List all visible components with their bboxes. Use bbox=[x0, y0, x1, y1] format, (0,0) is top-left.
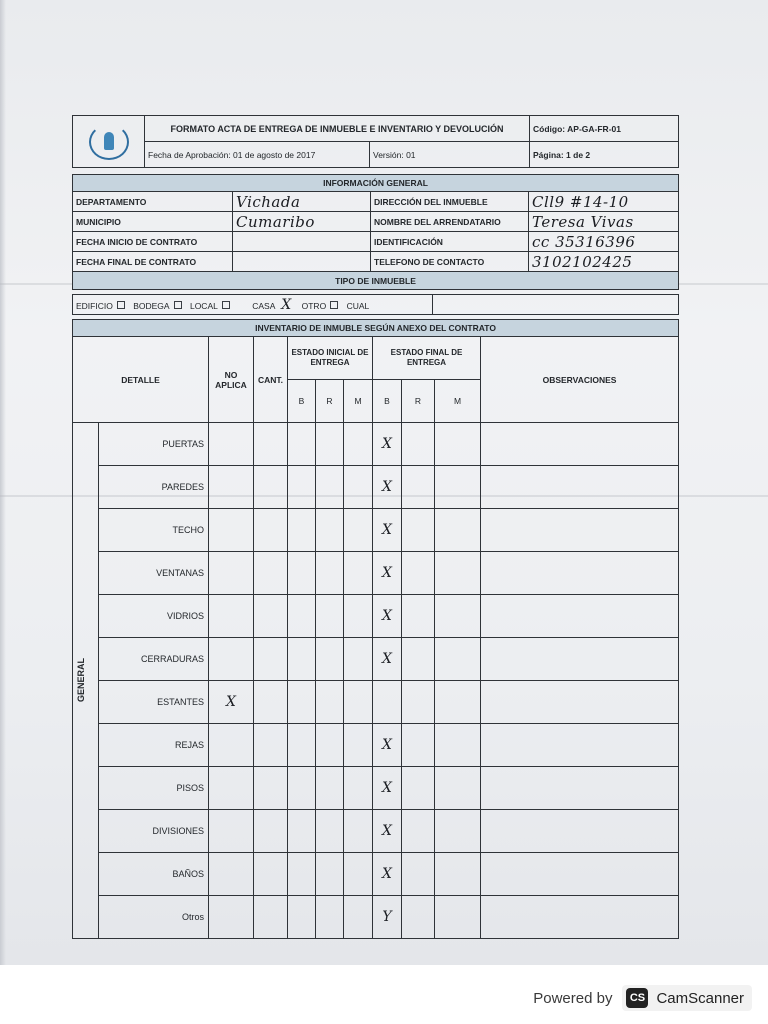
item-label: REJAS bbox=[99, 724, 209, 767]
property-type-options bbox=[73, 295, 433, 315]
observaciones-cell[interactable] bbox=[481, 638, 679, 681]
inventory-title: INVENTARIO DE INMUBLE SEGÚN ANEXO DEL CONTRATO bbox=[73, 320, 679, 337]
inicial-m-cell[interactable] bbox=[344, 595, 373, 638]
inicial-r-cell[interactable] bbox=[316, 724, 344, 767]
edificio-checkbox[interactable] bbox=[117, 301, 125, 309]
inicial-r-cell[interactable] bbox=[316, 466, 344, 509]
final-m-cell[interactable] bbox=[435, 810, 481, 853]
inicial-r-cell[interactable] bbox=[316, 595, 344, 638]
col-estado-inicial: ESTADO INICIAL DE ENTREGA bbox=[288, 337, 373, 380]
inicial-m-cell[interactable] bbox=[344, 552, 373, 595]
item-label: VENTANAS bbox=[99, 552, 209, 595]
final-m-cell[interactable] bbox=[435, 552, 481, 595]
no-aplica-cell[interactable] bbox=[209, 853, 254, 896]
local-checkbox[interactable] bbox=[222, 301, 230, 309]
municipality-value: Cumaribo bbox=[233, 212, 371, 232]
table-row bbox=[73, 595, 679, 638]
observaciones-cell[interactable] bbox=[481, 810, 679, 853]
option-cual-label: CUAL bbox=[346, 300, 370, 311]
final-r-cell[interactable] bbox=[402, 896, 435, 939]
col-no-aplica: NO APLICA bbox=[209, 337, 254, 423]
camscanner-badge[interactable] bbox=[622, 985, 752, 1011]
form-version: Versión: 01 bbox=[370, 142, 530, 168]
item-label: TECHO bbox=[99, 509, 209, 552]
final-b-cell[interactable]: X bbox=[373, 552, 402, 595]
cant-cell[interactable] bbox=[254, 810, 288, 853]
inicial-r-cell[interactable] bbox=[316, 810, 344, 853]
item-label: PUERTAS bbox=[99, 423, 209, 466]
inicial-b-cell[interactable] bbox=[288, 896, 316, 939]
property-type-table bbox=[72, 294, 679, 315]
end-date-label: FECHA FINAL DE CONTRATO bbox=[73, 252, 233, 272]
start-date-value bbox=[233, 232, 371, 252]
inicial-m-cell[interactable] bbox=[344, 638, 373, 681]
cant-cell[interactable] bbox=[254, 724, 288, 767]
address-label: DIRECCIÓN DEL INMUEBLE bbox=[371, 192, 529, 212]
final-b-cell[interactable]: X bbox=[373, 509, 402, 552]
sub-col-r: R bbox=[316, 380, 344, 423]
inicial-r-cell[interactable] bbox=[316, 423, 344, 466]
final-b-cell[interactable]: Y bbox=[373, 896, 402, 939]
inicial-m-cell[interactable] bbox=[344, 509, 373, 552]
final-m-cell[interactable] bbox=[435, 509, 481, 552]
powered-by-text: Powered by bbox=[533, 989, 613, 1007]
item-label: PAREDES bbox=[99, 466, 209, 509]
table-row bbox=[73, 552, 679, 595]
inicial-b-cell[interactable] bbox=[288, 724, 316, 767]
final-m-cell[interactable] bbox=[435, 853, 481, 896]
col-estado-final: ESTADO FINAL DE ENTREGA bbox=[373, 337, 481, 380]
bodega-checkbox[interactable] bbox=[174, 301, 182, 309]
final-r-cell[interactable] bbox=[402, 724, 435, 767]
table-row bbox=[73, 724, 679, 767]
address-value: Cll9 #14-10 bbox=[529, 192, 679, 212]
col-observaciones: OBSERVACIONES bbox=[481, 337, 679, 423]
final-r-cell[interactable] bbox=[402, 810, 435, 853]
casa-checkbox-marked[interactable]: X bbox=[281, 296, 292, 313]
item-label: CERRADURAS bbox=[99, 638, 209, 681]
cant-cell[interactable] bbox=[254, 853, 288, 896]
phone-value: 3102102425 bbox=[529, 252, 679, 272]
sub-col-m: M bbox=[344, 380, 373, 423]
inicial-m-cell[interactable] bbox=[344, 681, 373, 724]
final-b-cell[interactable]: X bbox=[373, 853, 402, 896]
final-r-cell[interactable] bbox=[402, 552, 435, 595]
option-edificio-label: EDIFICIO bbox=[76, 300, 113, 311]
option-otro-label: OTRO bbox=[301, 300, 327, 311]
inicial-m-cell[interactable] bbox=[344, 724, 373, 767]
no-aplica-cell[interactable] bbox=[209, 638, 254, 681]
sub-col-b: B bbox=[373, 380, 402, 423]
inicial-b-cell[interactable] bbox=[288, 810, 316, 853]
table-row bbox=[73, 509, 679, 552]
approval-date: Fecha de Aprobación: 01 de agosto de 2017 bbox=[145, 142, 370, 168]
form-code: Código: AP-GA-FR-01 bbox=[530, 116, 679, 142]
id-value: cc 35316396 bbox=[529, 232, 679, 252]
inicial-b-cell[interactable] bbox=[288, 466, 316, 509]
final-b-cell[interactable]: X bbox=[373, 466, 402, 509]
end-date-value bbox=[233, 252, 371, 272]
form-header bbox=[72, 115, 679, 168]
option-local-label: LOCAL bbox=[189, 300, 218, 311]
cant-cell[interactable] bbox=[254, 638, 288, 681]
inicial-m-cell[interactable] bbox=[344, 810, 373, 853]
observaciones-cell[interactable] bbox=[481, 724, 679, 767]
no-aplica-cell[interactable] bbox=[209, 466, 254, 509]
inicial-r-cell[interactable] bbox=[316, 767, 344, 810]
start-date-label: FECHA INICIO DE CONTRATO bbox=[73, 232, 233, 252]
no-aplica-cell[interactable] bbox=[209, 509, 254, 552]
no-aplica-cell[interactable] bbox=[209, 595, 254, 638]
page-edge-shadow bbox=[0, 0, 6, 965]
observaciones-cell[interactable] bbox=[481, 595, 679, 638]
inicial-m-cell[interactable] bbox=[344, 423, 373, 466]
municipality-label: MUNICIPIO bbox=[73, 212, 233, 232]
observaciones-cell[interactable] bbox=[481, 509, 679, 552]
institution-logo bbox=[83, 122, 135, 162]
sub-col-r: R bbox=[402, 380, 435, 423]
property-type-title: TIPO DE INMUEBLE bbox=[73, 272, 679, 290]
option-bodega-label: BODEGA bbox=[133, 300, 170, 311]
item-label: Otros bbox=[99, 896, 209, 939]
no-aplica-cell[interactable] bbox=[209, 810, 254, 853]
option-casa-label: CASA bbox=[252, 300, 275, 311]
cant-cell[interactable] bbox=[254, 896, 288, 939]
final-m-cell[interactable] bbox=[435, 681, 481, 724]
inicial-m-cell[interactable] bbox=[344, 853, 373, 896]
page-number: Página: 1 de 2 bbox=[530, 142, 679, 168]
inicial-r-cell[interactable] bbox=[316, 853, 344, 896]
department-label: DEPARTAMENTO bbox=[73, 192, 233, 212]
final-b-cell[interactable]: X bbox=[373, 810, 402, 853]
inicial-r-cell[interactable] bbox=[316, 552, 344, 595]
col-cant: CANT. bbox=[254, 337, 288, 423]
cant-cell[interactable] bbox=[254, 595, 288, 638]
cant-cell[interactable] bbox=[254, 423, 288, 466]
final-m-cell[interactable] bbox=[435, 638, 481, 681]
item-label: DIVISIONES bbox=[99, 810, 209, 853]
table-row bbox=[73, 466, 679, 509]
final-b-cell[interactable]: X bbox=[373, 423, 402, 466]
cant-cell[interactable] bbox=[254, 681, 288, 724]
table-row bbox=[73, 638, 679, 681]
inicial-m-cell[interactable] bbox=[344, 896, 373, 939]
tenant-value: Teresa Vivas bbox=[529, 212, 679, 232]
cant-cell[interactable] bbox=[254, 509, 288, 552]
acta-form bbox=[72, 115, 678, 939]
col-detalle: DETALLE bbox=[73, 337, 209, 423]
observaciones-cell[interactable] bbox=[481, 681, 679, 724]
inicial-b-cell[interactable] bbox=[288, 638, 316, 681]
inicial-r-cell[interactable] bbox=[316, 509, 344, 552]
tenant-label: NOMBRE DEL ARRENDATARIO bbox=[371, 212, 529, 232]
final-r-cell[interactable] bbox=[402, 681, 435, 724]
inicial-b-cell[interactable] bbox=[288, 767, 316, 810]
no-aplica-cell[interactable] bbox=[209, 767, 254, 810]
otro-checkbox[interactable] bbox=[330, 301, 338, 309]
no-aplica-cell[interactable]: X bbox=[209, 681, 254, 724]
inicial-b-cell[interactable] bbox=[288, 853, 316, 896]
id-label: IDENTIFICACIÓN bbox=[371, 232, 529, 252]
final-b-cell[interactable]: X bbox=[373, 638, 402, 681]
inicial-b-cell[interactable] bbox=[288, 423, 316, 466]
item-label: VIDRIOS bbox=[99, 595, 209, 638]
camscanner-logo-icon: CS bbox=[626, 988, 648, 1008]
final-b-cell[interactable]: X bbox=[373, 724, 402, 767]
cant-cell[interactable] bbox=[254, 767, 288, 810]
inicial-r-cell[interactable] bbox=[316, 896, 344, 939]
item-label: PISOS bbox=[99, 767, 209, 810]
inventory-rows bbox=[73, 423, 679, 939]
group-label: GENERAL bbox=[76, 658, 86, 703]
final-m-cell[interactable] bbox=[435, 423, 481, 466]
cant-cell[interactable] bbox=[254, 466, 288, 509]
general-info-table bbox=[72, 174, 679, 290]
no-aplica-cell[interactable] bbox=[209, 423, 254, 466]
table-row bbox=[73, 423, 679, 466]
phone-label: TELEFONO DE CONTACTO bbox=[371, 252, 529, 272]
item-label: ESTANTES bbox=[99, 681, 209, 724]
observaciones-cell[interactable] bbox=[481, 466, 679, 509]
inventory-table bbox=[72, 319, 679, 939]
final-r-cell[interactable] bbox=[402, 466, 435, 509]
department-value: Vichada bbox=[233, 192, 371, 212]
final-b-cell[interactable]: X bbox=[373, 595, 402, 638]
inicial-m-cell[interactable] bbox=[344, 466, 373, 509]
camscanner-name: CamScanner bbox=[656, 989, 744, 1007]
final-b-cell[interactable]: X bbox=[373, 767, 402, 810]
final-m-cell[interactable] bbox=[435, 896, 481, 939]
no-aplica-cell[interactable] bbox=[209, 552, 254, 595]
form-title: FORMATO ACTA DE ENTREGA DE INMUEBLE E INVENTARIO Y DEVOLUCIÓN bbox=[145, 116, 530, 142]
inicial-b-cell[interactable] bbox=[288, 552, 316, 595]
observaciones-cell[interactable] bbox=[481, 853, 679, 896]
observaciones-cell[interactable] bbox=[481, 552, 679, 595]
inicial-r-cell[interactable] bbox=[316, 681, 344, 724]
inicial-m-cell[interactable] bbox=[344, 767, 373, 810]
logo-cell bbox=[73, 116, 145, 168]
table-row bbox=[73, 810, 679, 853]
group-cell bbox=[73, 423, 99, 939]
table-row bbox=[73, 853, 679, 896]
observaciones-cell[interactable] bbox=[481, 896, 679, 939]
cant-cell[interactable] bbox=[254, 552, 288, 595]
table-row bbox=[73, 681, 679, 724]
final-r-cell[interactable] bbox=[402, 853, 435, 896]
final-m-cell[interactable] bbox=[435, 724, 481, 767]
final-r-cell[interactable] bbox=[402, 509, 435, 552]
final-r-cell[interactable] bbox=[402, 423, 435, 466]
final-m-cell[interactable] bbox=[435, 595, 481, 638]
final-r-cell[interactable] bbox=[402, 595, 435, 638]
final-m-cell[interactable] bbox=[435, 466, 481, 509]
inicial-r-cell[interactable] bbox=[316, 638, 344, 681]
inicial-b-cell[interactable] bbox=[288, 681, 316, 724]
final-r-cell[interactable] bbox=[402, 767, 435, 810]
item-label: BAÑOS bbox=[99, 853, 209, 896]
inicial-b-cell[interactable] bbox=[288, 595, 316, 638]
sub-col-b: B bbox=[288, 380, 316, 423]
table-row bbox=[73, 767, 679, 810]
cual-value[interactable] bbox=[433, 295, 679, 315]
no-aplica-cell[interactable] bbox=[209, 724, 254, 767]
no-aplica-cell[interactable] bbox=[209, 896, 254, 939]
table-row bbox=[73, 896, 679, 939]
general-info-title: INFORMACIÓN GENERAL bbox=[73, 175, 679, 192]
sub-col-m: M bbox=[435, 380, 481, 423]
final-b-cell[interactable] bbox=[373, 681, 402, 724]
inicial-b-cell[interactable] bbox=[288, 509, 316, 552]
powered-by-footer bbox=[533, 984, 752, 1012]
final-m-cell[interactable] bbox=[435, 767, 481, 810]
observaciones-cell[interactable] bbox=[481, 767, 679, 810]
final-r-cell[interactable] bbox=[402, 638, 435, 681]
observaciones-cell[interactable] bbox=[481, 423, 679, 466]
